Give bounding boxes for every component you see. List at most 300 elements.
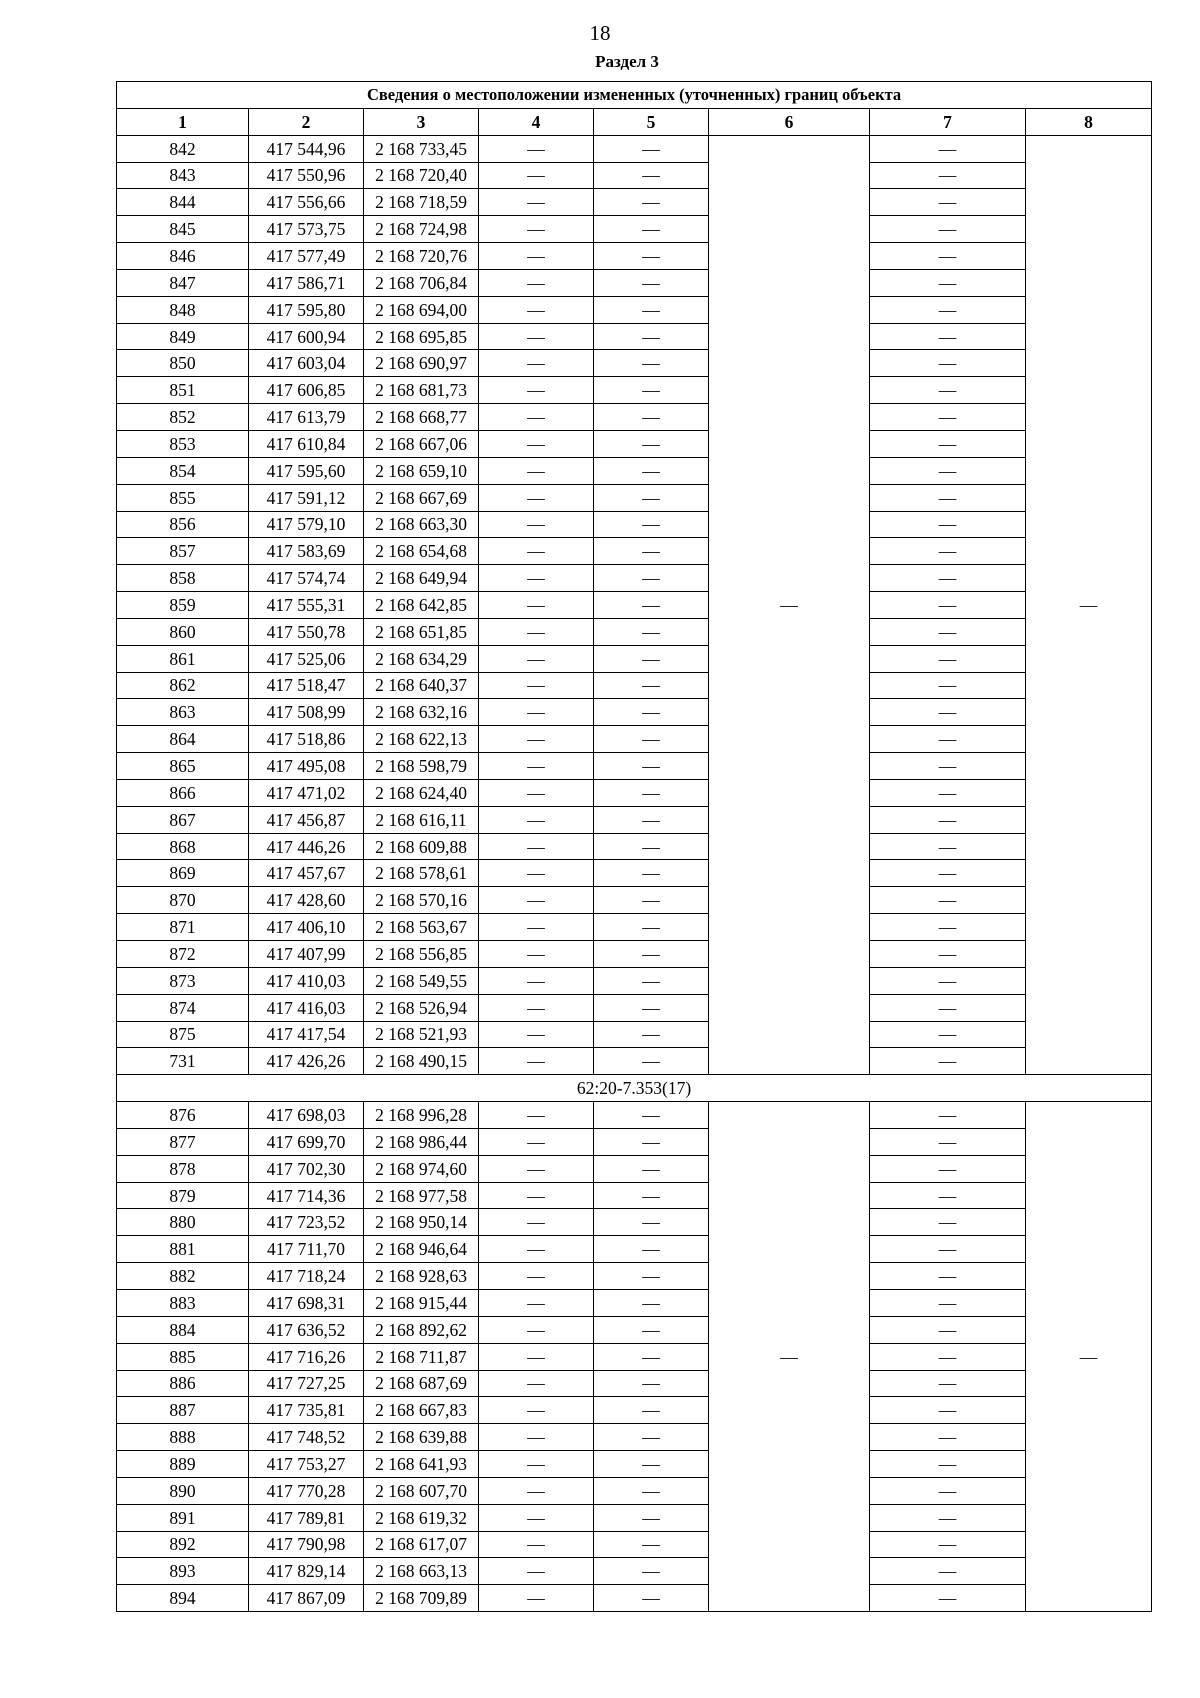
y-coordinate-cell: 2 168 521,93 (364, 1021, 479, 1048)
column-number: 3 (364, 108, 479, 135)
column-4-cell: — (479, 618, 594, 645)
point-number-cell: 845 (117, 216, 249, 243)
point-number-cell: 877 (117, 1128, 249, 1155)
table-row (117, 994, 1152, 1021)
x-coordinate-cell: 417 711,70 (249, 1236, 364, 1263)
column-7-cell: — (870, 967, 1026, 994)
column-7-cell: — (870, 457, 1026, 484)
point-number-cell: 879 (117, 1182, 249, 1209)
y-coordinate-cell: 2 168 616,11 (364, 806, 479, 833)
y-coordinate-cell: 2 168 681,73 (364, 377, 479, 404)
column-7-cell: — (870, 1504, 1026, 1531)
point-number-cell: 861 (117, 645, 249, 672)
y-coordinate-cell: 2 168 617,07 (364, 1531, 479, 1558)
table-row (117, 1343, 1152, 1370)
column-4-cell: — (479, 538, 594, 565)
x-coordinate-cell: 417 735,81 (249, 1397, 364, 1424)
y-coordinate-cell: 2 168 667,06 (364, 430, 479, 457)
point-number-cell: 875 (117, 1021, 249, 1048)
y-coordinate-cell: 2 168 974,60 (364, 1155, 479, 1182)
table-row (117, 162, 1152, 189)
x-coordinate-cell: 417 410,03 (249, 967, 364, 994)
column-5-cell: — (594, 1021, 709, 1048)
column-7-cell: — (870, 323, 1026, 350)
point-number-cell: 851 (117, 377, 249, 404)
column-4-cell: — (479, 1558, 594, 1585)
y-coordinate-cell: 2 168 720,76 (364, 243, 479, 270)
column-7-cell: — (870, 1128, 1026, 1155)
x-coordinate-cell: 417 573,75 (249, 216, 364, 243)
table-row (117, 1424, 1152, 1451)
y-coordinate-cell: 2 168 649,94 (364, 565, 479, 592)
point-number-cell: 855 (117, 484, 249, 511)
x-coordinate-cell: 417 577,49 (249, 243, 364, 270)
x-coordinate-cell: 417 550,78 (249, 618, 364, 645)
y-coordinate-cell: 2 168 724,98 (364, 216, 479, 243)
column-number: 8 (1026, 108, 1152, 135)
x-coordinate-cell: 417 518,47 (249, 672, 364, 699)
column-7-cell: — (870, 1236, 1026, 1263)
column-5-cell: — (594, 484, 709, 511)
table-row (117, 699, 1152, 726)
column-5-cell: — (594, 1263, 709, 1290)
y-coordinate-cell: 2 168 624,40 (364, 779, 479, 806)
column-5-cell: — (594, 189, 709, 216)
x-coordinate-cell: 417 789,81 (249, 1504, 364, 1531)
y-coordinate-cell: 2 168 654,68 (364, 538, 479, 565)
column-number: 2 (249, 108, 364, 135)
table-row (117, 1397, 1152, 1424)
table-row (117, 189, 1152, 216)
column-5-cell: — (594, 1585, 709, 1612)
point-number-cell: 886 (117, 1370, 249, 1397)
y-coordinate-cell: 2 168 598,79 (364, 753, 479, 780)
x-coordinate-cell: 417 508,99 (249, 699, 364, 726)
column-6-merged-cell: — (709, 135, 870, 1075)
point-number-cell: 863 (117, 699, 249, 726)
column-7-cell: — (870, 216, 1026, 243)
table-row (117, 753, 1152, 780)
point-number-cell: 885 (117, 1343, 249, 1370)
column-7-cell: — (870, 833, 1026, 860)
column-5-cell: — (594, 672, 709, 699)
column-7-cell: — (870, 162, 1026, 189)
column-4-cell: — (479, 511, 594, 538)
point-number-cell: 842 (117, 135, 249, 162)
column-4-cell: — (479, 1155, 594, 1182)
x-coordinate-cell: 417 727,25 (249, 1370, 364, 1397)
column-7-cell: — (870, 1021, 1026, 1048)
column-4-cell: — (479, 1585, 594, 1612)
column-4-cell: — (479, 1021, 594, 1048)
x-coordinate-cell: 417 699,70 (249, 1128, 364, 1155)
column-4-cell: — (479, 726, 594, 753)
column-4-cell: — (479, 1289, 594, 1316)
point-number-cell: 878 (117, 1155, 249, 1182)
y-coordinate-cell: 2 168 622,13 (364, 726, 479, 753)
x-coordinate-cell: 417 583,69 (249, 538, 364, 565)
column-5-cell: — (594, 1182, 709, 1209)
column-number: 6 (709, 108, 870, 135)
y-coordinate-cell: 2 168 639,88 (364, 1424, 479, 1451)
point-number-cell: 870 (117, 887, 249, 914)
parcel-label: 62:20-7.353(17) (117, 1075, 1152, 1102)
column-7-cell: — (870, 404, 1026, 431)
boundary-coordinates-table (116, 81, 1152, 1612)
y-coordinate-cell: 2 168 651,85 (364, 618, 479, 645)
x-coordinate-cell: 417 698,03 (249, 1102, 364, 1129)
x-coordinate-cell: 417 606,85 (249, 377, 364, 404)
y-coordinate-cell: 2 168 526,94 (364, 994, 479, 1021)
column-5-cell: — (594, 699, 709, 726)
table-row (117, 457, 1152, 484)
table-caption-row (117, 82, 1152, 109)
column-5-cell: — (594, 941, 709, 968)
column-5-cell: — (594, 511, 709, 538)
column-5-cell: — (594, 1289, 709, 1316)
column-7-cell: — (870, 753, 1026, 780)
x-coordinate-cell: 417 525,06 (249, 645, 364, 672)
column-7-cell: — (870, 1451, 1026, 1478)
point-number-cell: 887 (117, 1397, 249, 1424)
point-number-cell: 869 (117, 860, 249, 887)
table-row (117, 323, 1152, 350)
column-4-cell: — (479, 430, 594, 457)
column-7-cell: — (870, 699, 1026, 726)
column-5-cell: — (594, 1048, 709, 1075)
column-4-cell: — (479, 887, 594, 914)
table-row (117, 1102, 1152, 1129)
y-coordinate-cell: 2 168 718,59 (364, 189, 479, 216)
point-number-cell: 846 (117, 243, 249, 270)
column-5-cell: — (594, 618, 709, 645)
section-title: Раздел 3 (595, 52, 659, 71)
point-number-cell: 874 (117, 994, 249, 1021)
column-5-cell: — (594, 860, 709, 887)
y-coordinate-cell: 2 168 641,93 (364, 1451, 479, 1478)
point-number-cell: 889 (117, 1451, 249, 1478)
column-7-cell: — (870, 994, 1026, 1021)
column-5-cell: — (594, 1128, 709, 1155)
x-coordinate-cell: 417 428,60 (249, 887, 364, 914)
column-7-cell: — (870, 860, 1026, 887)
column-5-cell: — (594, 1370, 709, 1397)
column-4-cell: — (479, 592, 594, 619)
column-5-cell: — (594, 645, 709, 672)
point-number-cell: 890 (117, 1477, 249, 1504)
x-coordinate-cell: 417 471,02 (249, 779, 364, 806)
x-coordinate-cell: 417 406,10 (249, 914, 364, 941)
x-coordinate-cell: 417 456,87 (249, 806, 364, 833)
table-row (117, 1477, 1152, 1504)
column-5-cell: — (594, 1504, 709, 1531)
column-5-cell: — (594, 404, 709, 431)
table-row (117, 672, 1152, 699)
y-coordinate-cell: 2 168 619,32 (364, 1504, 479, 1531)
x-coordinate-cell: 417 426,26 (249, 1048, 364, 1075)
y-coordinate-cell: 2 168 946,64 (364, 1236, 479, 1263)
table-row (117, 592, 1152, 619)
column-4-cell: — (479, 1236, 594, 1263)
table-row (117, 1128, 1152, 1155)
y-coordinate-cell: 2 168 490,15 (364, 1048, 479, 1075)
column-4-cell: — (479, 860, 594, 887)
table-row (117, 511, 1152, 538)
column-5-cell: — (594, 216, 709, 243)
x-coordinate-cell: 417 610,84 (249, 430, 364, 457)
x-coordinate-cell: 417 714,36 (249, 1182, 364, 1209)
point-number-cell: 852 (117, 404, 249, 431)
y-coordinate-cell: 2 168 642,85 (364, 592, 479, 619)
column-5-cell: — (594, 1155, 709, 1182)
column-7-cell: — (870, 1316, 1026, 1343)
point-number-cell: 859 (117, 592, 249, 619)
column-7-cell: — (870, 1263, 1026, 1290)
column-4-cell: — (479, 1370, 594, 1397)
column-7-cell: — (870, 1182, 1026, 1209)
column-8-merged-cell: — (1026, 135, 1152, 1075)
table-row (117, 1209, 1152, 1236)
point-number-cell: 884 (117, 1316, 249, 1343)
point-number-cell: 862 (117, 672, 249, 699)
column-4-cell: — (479, 162, 594, 189)
table-row (117, 1021, 1152, 1048)
table-row (117, 538, 1152, 565)
point-number-cell: 858 (117, 565, 249, 592)
column-7-cell: — (870, 1397, 1026, 1424)
column-5-cell: — (594, 243, 709, 270)
column-7-cell: — (870, 538, 1026, 565)
y-coordinate-cell: 2 168 663,13 (364, 1558, 479, 1585)
table-row (117, 1316, 1152, 1343)
y-coordinate-cell: 2 168 563,67 (364, 914, 479, 941)
table-row (117, 296, 1152, 323)
x-coordinate-cell: 417 595,80 (249, 296, 364, 323)
column-4-cell: — (479, 189, 594, 216)
point-number-cell: 866 (117, 779, 249, 806)
point-number-cell: 854 (117, 457, 249, 484)
x-coordinate-cell: 417 579,10 (249, 511, 364, 538)
x-coordinate-cell: 417 753,27 (249, 1451, 364, 1478)
table-row (117, 1585, 1152, 1612)
column-4-cell: — (479, 404, 594, 431)
x-coordinate-cell: 417 446,26 (249, 833, 364, 860)
y-coordinate-cell: 2 168 915,44 (364, 1289, 479, 1316)
column-7-cell: — (870, 565, 1026, 592)
column-7-cell: — (870, 1477, 1026, 1504)
column-4-cell: — (479, 1451, 594, 1478)
y-coordinate-cell: 2 168 570,16 (364, 887, 479, 914)
column-6-merged-cell: — (709, 1102, 870, 1612)
point-number-cell: 883 (117, 1289, 249, 1316)
table-row (117, 833, 1152, 860)
column-7-cell: — (870, 592, 1026, 619)
column-5-cell: — (594, 967, 709, 994)
point-number-cell: 857 (117, 538, 249, 565)
x-coordinate-cell: 417 613,79 (249, 404, 364, 431)
column-7-cell: — (870, 1343, 1026, 1370)
x-coordinate-cell: 417 702,30 (249, 1155, 364, 1182)
column-4-cell: — (479, 1128, 594, 1155)
column-5-cell: — (594, 1424, 709, 1451)
y-coordinate-cell: 2 168 632,16 (364, 699, 479, 726)
column-7-cell: — (870, 618, 1026, 645)
point-number-cell: 868 (117, 833, 249, 860)
column-7-cell: — (870, 135, 1026, 162)
table-row (117, 1263, 1152, 1290)
column-4-cell: — (479, 1531, 594, 1558)
point-number-cell: 882 (117, 1263, 249, 1290)
table-row (117, 377, 1152, 404)
column-7-cell: — (870, 1289, 1026, 1316)
x-coordinate-cell: 417 407,99 (249, 941, 364, 968)
column-4-cell: — (479, 565, 594, 592)
x-coordinate-cell: 417 457,67 (249, 860, 364, 887)
x-coordinate-cell: 417 518,86 (249, 726, 364, 753)
column-4-cell: — (479, 350, 594, 377)
table-row (117, 726, 1152, 753)
page-number: 18 (589, 21, 611, 45)
column-5-cell: — (594, 1343, 709, 1370)
column-5-cell: — (594, 1558, 709, 1585)
y-coordinate-cell: 2 168 977,58 (364, 1182, 479, 1209)
x-coordinate-cell: 417 550,96 (249, 162, 364, 189)
x-coordinate-cell: 417 600,94 (249, 323, 364, 350)
column-4-cell: — (479, 994, 594, 1021)
column-4-cell: — (479, 753, 594, 780)
column-5-cell: — (594, 806, 709, 833)
table-row (117, 967, 1152, 994)
column-7-cell: — (870, 1558, 1026, 1585)
column-number: 4 (479, 108, 594, 135)
column-7-cell: — (870, 1531, 1026, 1558)
column-7-cell: — (870, 296, 1026, 323)
column-7-cell: — (870, 269, 1026, 296)
x-coordinate-cell: 417 417,54 (249, 1021, 364, 1048)
column-4-cell: — (479, 967, 594, 994)
table-row (117, 404, 1152, 431)
table-row (117, 484, 1152, 511)
column-4-cell: — (479, 296, 594, 323)
column-7-cell: — (870, 806, 1026, 833)
column-5-cell: — (594, 887, 709, 914)
x-coordinate-cell: 417 591,12 (249, 484, 364, 511)
column-4-cell: — (479, 377, 594, 404)
y-coordinate-cell: 2 168 720,40 (364, 162, 479, 189)
table-row (117, 1236, 1152, 1263)
column-number: 7 (870, 108, 1026, 135)
y-coordinate-cell: 2 168 667,83 (364, 1397, 479, 1424)
table-row (117, 430, 1152, 457)
y-coordinate-cell: 2 168 634,29 (364, 645, 479, 672)
column-4-cell: — (479, 941, 594, 968)
column-4-cell: — (479, 833, 594, 860)
column-5-cell: — (594, 1209, 709, 1236)
point-number-cell: 867 (117, 806, 249, 833)
x-coordinate-cell: 417 829,14 (249, 1558, 364, 1585)
point-number-cell: 843 (117, 162, 249, 189)
point-number-cell: 865 (117, 753, 249, 780)
column-5-cell: — (594, 296, 709, 323)
column-5-cell: — (594, 323, 709, 350)
table-row (117, 779, 1152, 806)
table-row (117, 887, 1152, 914)
column-5-cell: — (594, 457, 709, 484)
column-4-cell: — (479, 672, 594, 699)
point-number-cell: 848 (117, 296, 249, 323)
column-5-cell: — (594, 1477, 709, 1504)
column-4-cell: — (479, 1504, 594, 1531)
y-coordinate-cell: 2 168 733,45 (364, 135, 479, 162)
column-5-cell: — (594, 994, 709, 1021)
x-coordinate-cell: 417 770,28 (249, 1477, 364, 1504)
column-7-cell: — (870, 430, 1026, 457)
y-coordinate-cell: 2 168 609,88 (364, 833, 479, 860)
table-row (117, 1504, 1152, 1531)
x-coordinate-cell: 417 555,31 (249, 592, 364, 619)
y-coordinate-cell: 2 168 709,89 (364, 1585, 479, 1612)
column-5-cell: — (594, 350, 709, 377)
column-4-cell: — (479, 1424, 594, 1451)
column-7-cell: — (870, 672, 1026, 699)
column-7-cell: — (870, 887, 1026, 914)
column-5-cell: — (594, 914, 709, 941)
column-5-cell: — (594, 377, 709, 404)
column-5-cell: — (594, 430, 709, 457)
point-number-cell: 872 (117, 941, 249, 968)
column-4-cell: — (479, 1397, 594, 1424)
x-coordinate-cell: 417 556,66 (249, 189, 364, 216)
x-coordinate-cell: 417 495,08 (249, 753, 364, 780)
column-7-cell: — (870, 1424, 1026, 1451)
column-4-cell: — (479, 645, 594, 672)
table-row (117, 135, 1152, 162)
parcel-group-header (117, 1075, 1152, 1102)
point-number-cell: 873 (117, 967, 249, 994)
point-number-cell: 849 (117, 323, 249, 350)
x-coordinate-cell: 417 574,74 (249, 565, 364, 592)
y-coordinate-cell: 2 168 578,61 (364, 860, 479, 887)
column-4-cell: — (479, 457, 594, 484)
column-7-cell: — (870, 941, 1026, 968)
point-number-cell: 892 (117, 1531, 249, 1558)
column-4-cell: — (479, 323, 594, 350)
column-5-cell: — (594, 833, 709, 860)
column-4-cell: — (479, 699, 594, 726)
point-number-cell: 844 (117, 189, 249, 216)
x-coordinate-cell: 417 586,71 (249, 269, 364, 296)
column-7-cell: — (870, 1585, 1026, 1612)
table-row (117, 565, 1152, 592)
table-row (117, 1048, 1152, 1075)
y-coordinate-cell: 2 168 549,55 (364, 967, 479, 994)
column-4-cell: — (479, 806, 594, 833)
table-body (117, 135, 1152, 1611)
table-row (117, 860, 1152, 887)
column-number: 5 (594, 108, 709, 135)
x-coordinate-cell: 417 636,52 (249, 1316, 364, 1343)
column-4-cell: — (479, 1263, 594, 1290)
x-coordinate-cell: 417 748,52 (249, 1424, 364, 1451)
column-5-cell: — (594, 1236, 709, 1263)
y-coordinate-cell: 2 168 659,10 (364, 457, 479, 484)
table-row (117, 216, 1152, 243)
column-7-cell: — (870, 189, 1026, 216)
column-7-cell: — (870, 726, 1026, 753)
table-row (117, 914, 1152, 941)
point-number-cell: 847 (117, 269, 249, 296)
y-coordinate-cell: 2 168 690,97 (364, 350, 479, 377)
